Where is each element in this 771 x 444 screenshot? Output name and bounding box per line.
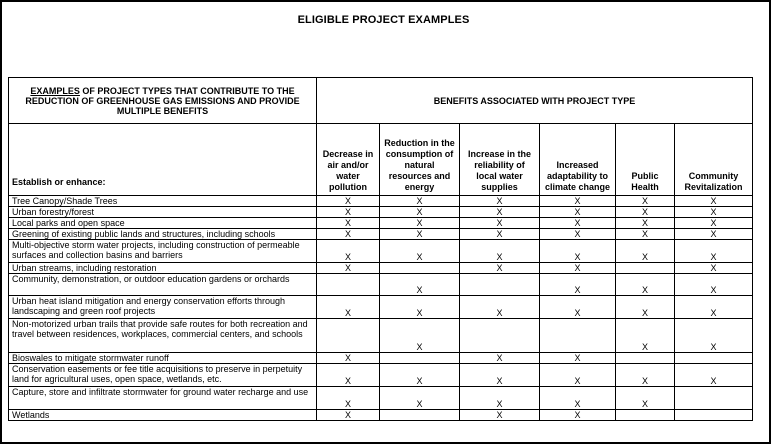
benefit-mark: X <box>380 218 460 229</box>
benefit-mark: X <box>317 364 380 387</box>
benefit-mark <box>380 353 460 364</box>
benefit-mark <box>616 263 675 274</box>
table-row <box>9 229 753 240</box>
project-label: Non-motorized urban trails that provide safe routes for both recreation and travel between residences, workplaces, commercial centers, and schools <box>9 319 317 353</box>
benefit-mark: X <box>540 218 616 229</box>
benefit-mark: X <box>380 207 460 218</box>
benefit-mark: X <box>460 207 540 218</box>
table-row <box>9 319 753 353</box>
benefit-mark: X <box>540 196 616 207</box>
benefit-mark: X <box>616 240 675 263</box>
benefit-mark: X <box>675 296 753 319</box>
benefit-mark <box>675 410 753 421</box>
benefit-mark <box>460 274 540 296</box>
benefit-mark <box>616 353 675 364</box>
benefit-mark: X <box>540 353 616 364</box>
benefit-mark: X <box>675 319 753 353</box>
benefit-mark: X <box>460 364 540 387</box>
benefit-mark <box>380 263 460 274</box>
benefit-mark <box>616 410 675 421</box>
benefit-mark <box>380 410 460 421</box>
benefit-mark: X <box>675 240 753 263</box>
benefit-mark: X <box>380 319 460 353</box>
table-row <box>9 387 753 410</box>
benefit-mark: X <box>540 240 616 263</box>
project-label: Conservation easements or fee title acquisitions to preserve in perpetuity land for agricultural uses, open space, wetlands, etc. <box>9 364 317 387</box>
benefit-mark: X <box>317 207 380 218</box>
table-row <box>9 364 753 387</box>
table-row <box>9 196 753 207</box>
establish-label: Establish or enhance: <box>9 124 317 196</box>
table-row <box>9 240 753 263</box>
project-label: Urban heat island mitigation and energy conservation efforts through landscaping and green roof projects <box>9 296 317 319</box>
benefit-mark <box>317 319 380 353</box>
project-label: Greening of existing public lands and structures, including schools <box>9 229 317 240</box>
project-table <box>8 77 753 421</box>
table-row <box>9 218 753 229</box>
benefit-mark: X <box>380 387 460 410</box>
benefit-mark: X <box>540 263 616 274</box>
benefit-mark: X <box>675 274 753 296</box>
benefit-mark: X <box>540 364 616 387</box>
benefit-mark <box>460 319 540 353</box>
benefit-mark: X <box>460 263 540 274</box>
benefit-mark: X <box>317 410 380 421</box>
benefits-header: BENEFITS ASSOCIATED WITH PROJECT TYPE <box>317 78 753 124</box>
project-label: Tree Canopy/Shade Trees <box>9 196 317 207</box>
benefit-mark: X <box>540 296 616 319</box>
benefit-mark: X <box>616 196 675 207</box>
project-label: Urban streams, including restoration <box>9 263 317 274</box>
benefit-mark <box>675 353 753 364</box>
benefit-mark: X <box>317 218 380 229</box>
benefit-mark: X <box>460 296 540 319</box>
project-types-header <box>9 78 317 124</box>
benefit-mark: X <box>616 229 675 240</box>
benefit-mark: X <box>616 218 675 229</box>
benefit-mark: X <box>460 240 540 263</box>
table-row <box>9 274 753 296</box>
benefit-mark: X <box>540 207 616 218</box>
benefit-mark: X <box>460 196 540 207</box>
project-label: Local parks and open space <box>9 218 317 229</box>
benefit-mark: X <box>675 196 753 207</box>
project-label: Urban forestry/forest <box>9 207 317 218</box>
project-label: Wetlands <box>9 410 317 421</box>
project-label: Multi-objective storm water projects, including construction of permeable surfaces and collection basins and barriers <box>9 240 317 263</box>
column-header: Community Revitalization <box>675 124 753 196</box>
project-types-header-text: OF PROJECT TYPES THAT CONTRIBUTE TO THE REDUCTION OF GREENHOUSE GAS EMISSIONS AND PROVIDE MULTIPLE BENEFITS <box>25 85 300 116</box>
benefit-mark: X <box>380 229 460 240</box>
benefit-mark: X <box>540 387 616 410</box>
benefit-mark: X <box>460 410 540 421</box>
column-header: Reduction in the consumption of natural resources and energy <box>380 124 460 196</box>
benefit-mark: X <box>460 387 540 410</box>
benefit-mark: X <box>317 353 380 364</box>
benefit-mark: X <box>317 296 380 319</box>
column-header: Increased adaptability to climate change <box>540 124 616 196</box>
benefit-mark: X <box>675 207 753 218</box>
table-row <box>9 207 753 218</box>
project-rows <box>9 196 753 421</box>
project-label: Bioswales to mitigate stormwater runoff <box>9 353 317 364</box>
benefit-mark: X <box>540 274 616 296</box>
benefit-mark: X <box>540 229 616 240</box>
column-header: Increase in the reliability of local water supplies <box>460 124 540 196</box>
benefit-mark: X <box>616 207 675 218</box>
benefit-mark: X <box>460 353 540 364</box>
benefit-mark: X <box>380 196 460 207</box>
page-title: ELIGIBLE PROJECT EXAMPLES <box>297 14 470 26</box>
benefit-mark: X <box>460 218 540 229</box>
benefit-mark <box>317 274 380 296</box>
benefit-mark: X <box>616 387 675 410</box>
benefit-mark: X <box>380 240 460 263</box>
benefit-mark: X <box>616 274 675 296</box>
benefit-mark: X <box>540 410 616 421</box>
benefit-mark <box>675 387 753 410</box>
benefit-mark: X <box>317 263 380 274</box>
benefit-mark: X <box>317 387 380 410</box>
benefit-mark <box>540 319 616 353</box>
benefit-mark: X <box>460 229 540 240</box>
table-row <box>9 410 753 421</box>
benefit-mark: X <box>616 296 675 319</box>
table-row <box>9 353 753 364</box>
benefit-mark: X <box>675 263 753 274</box>
table-row <box>9 296 753 319</box>
benefit-mark: X <box>380 364 460 387</box>
benefit-mark: X <box>317 229 380 240</box>
table-row <box>9 263 753 274</box>
benefit-mark: X <box>380 274 460 296</box>
project-types-header-underlined: EXAMPLES <box>30 85 80 96</box>
benefit-mark: X <box>317 196 380 207</box>
project-label: Community, demonstration, or outdoor education gardens or orchards <box>9 274 317 296</box>
benefit-mark: X <box>616 319 675 353</box>
column-header: Decrease in air and/or water pollution <box>317 124 380 196</box>
benefit-mark: X <box>675 364 753 387</box>
project-label: Capture, store and infiltrate stormwater for ground water recharge and use <box>9 387 317 410</box>
benefit-mark: X <box>317 240 380 263</box>
benefit-mark: X <box>675 218 753 229</box>
column-header: Public Health <box>616 124 675 196</box>
benefit-mark: X <box>380 296 460 319</box>
benefit-mark: X <box>616 364 675 387</box>
benefit-mark: X <box>675 229 753 240</box>
